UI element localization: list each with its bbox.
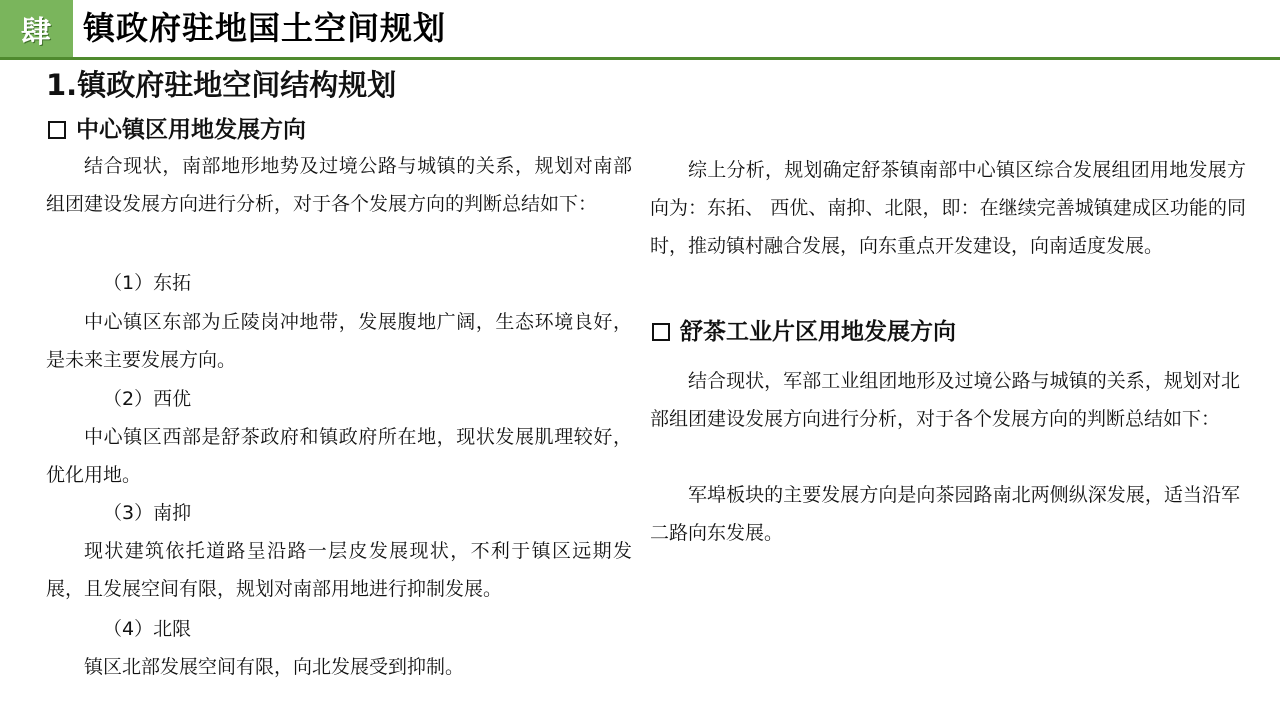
item-text-north: 镇区北部发展空间有限，向北发展受到抑制。 bbox=[84, 656, 465, 678]
chapter-badge bbox=[0, 0, 73, 57]
item-text-south: 现状建筑依托道路呈沿路一层皮发展现状，不利于镇区远期发展，且发展空间有限，规划对南部用地进行抑制发展。 bbox=[46, 540, 632, 600]
section-title: 1.镇政府驻地空间结构规划 bbox=[46, 68, 397, 102]
left-heading-text: 中心镇区用地发展方向 bbox=[76, 117, 306, 143]
item-text-west: 中心镇区西部是舒茶政府和镇政府所在地，现状发展肌理较好，优化用地。 bbox=[46, 426, 632, 486]
right-intro: 结合现状，军部工业组团地形及过境公路与城镇的关系，规划对北部组团建设发展方向进行分析，对于各个发展方向的判断总结如下： bbox=[650, 370, 1240, 430]
square-bullet-icon bbox=[652, 323, 670, 341]
right-heading-text: 舒茶工业片区用地发展方向 bbox=[680, 319, 956, 345]
item-label-north: （4）北限 bbox=[103, 618, 192, 640]
right-summary: 综上分析，规划确定舒茶镇南部中心镇区综合发展组团用地发展方向为：东拓、 西优、南抑、北限，即：在继续完善城镇建成区功能的同时，推动镇村融合发展，向东重点开发建设，向南适度发展。 bbox=[650, 159, 1246, 257]
header-divider bbox=[0, 57, 1280, 60]
header-bar bbox=[0, 0, 1280, 60]
chapter-badge-char: 肆 bbox=[21, 15, 51, 50]
page-title: 镇政府驻地国土空间规划 bbox=[83, 9, 447, 47]
item-text-east: 中心镇区东部为丘陵岗冲地带，发展腹地广阔，生态环境良好，是未来主要发展方向。 bbox=[46, 311, 632, 371]
right-conclusion: 军埠板块的主要发展方向是向茶园路南北两侧纵深发展，适当沿军二路向东发展。 bbox=[650, 484, 1240, 544]
item-label-east: （1）东拓 bbox=[103, 272, 192, 294]
item-label-west: （2）西优 bbox=[103, 388, 192, 410]
item-label-south: （3）南抑 bbox=[103, 502, 192, 524]
left-heading bbox=[48, 115, 306, 145]
square-bullet-icon bbox=[48, 121, 66, 139]
right-heading bbox=[652, 317, 956, 347]
left-intro: 结合现状，南部地形地势及过境公路与城镇的关系，规划对南部组团建设发展方向进行分析，对于各个发展方向的判断总结如下： bbox=[46, 155, 632, 215]
